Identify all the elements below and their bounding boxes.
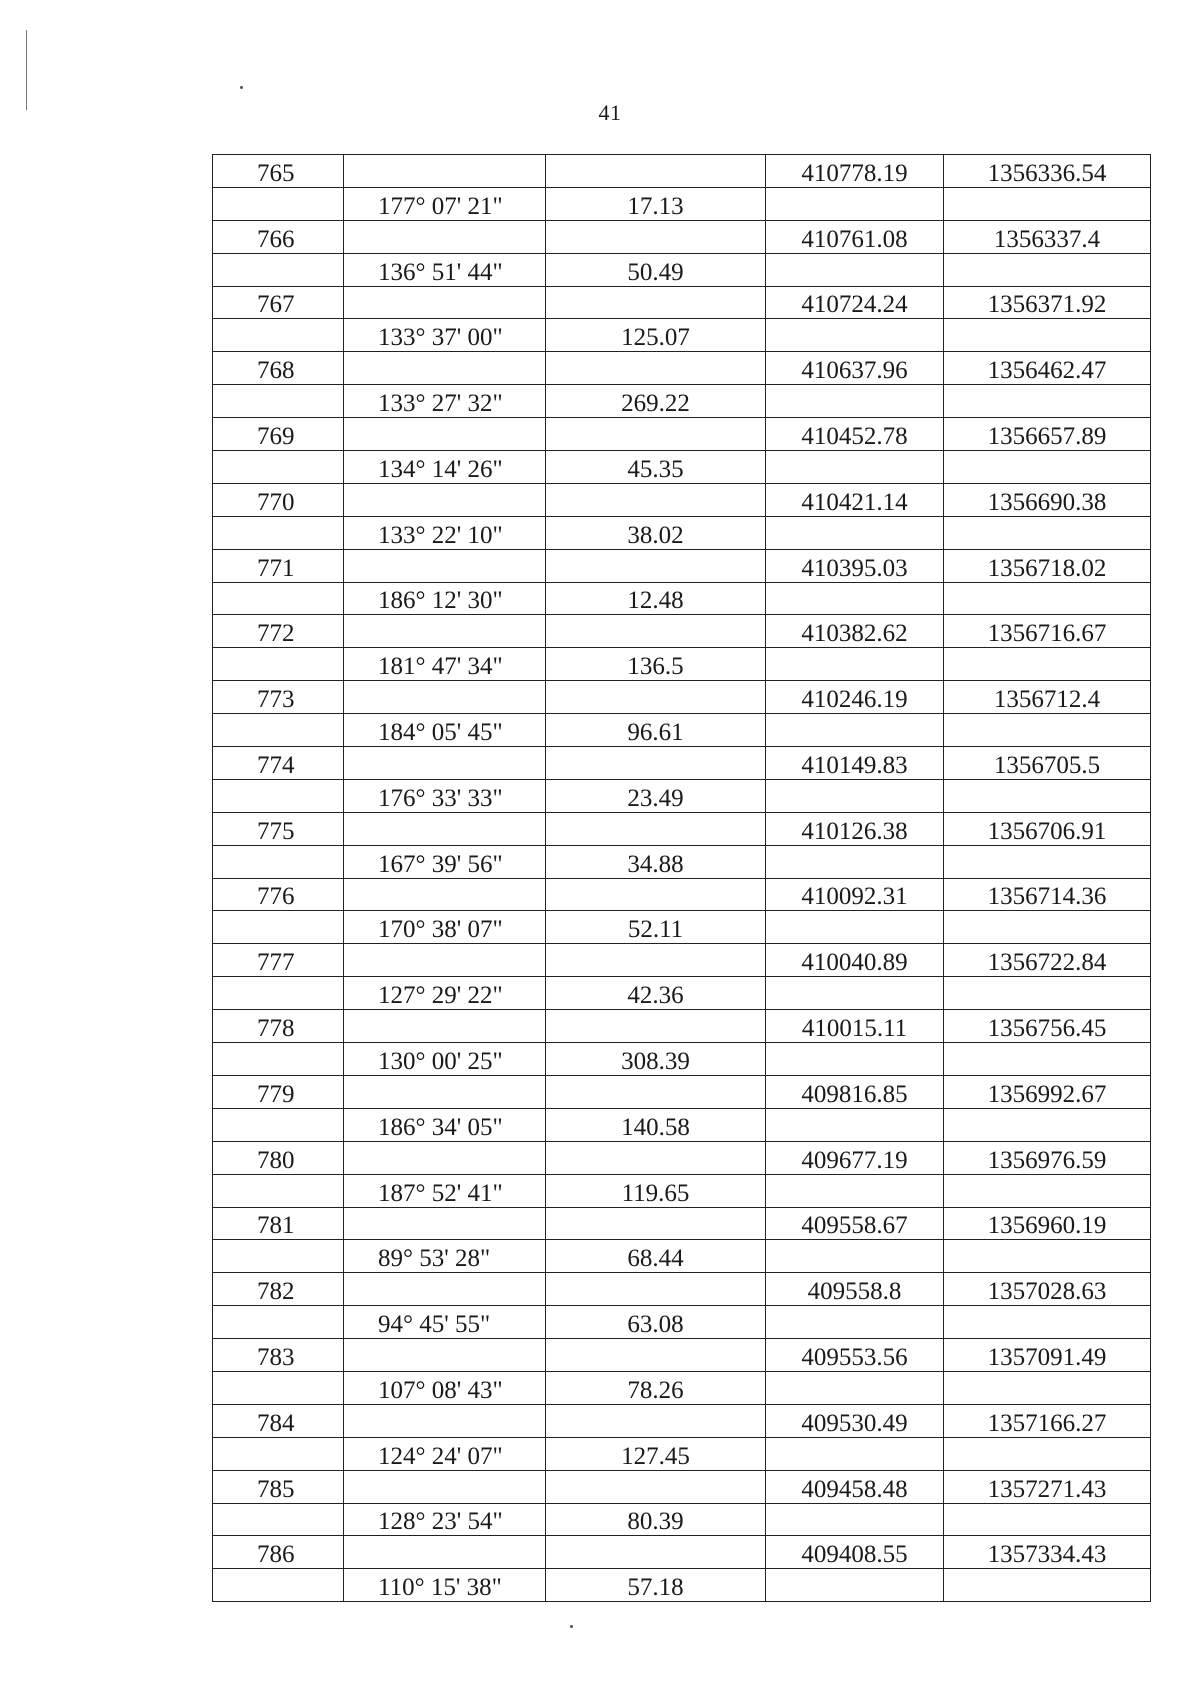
bearing-cell: 177° 07' 21" [344, 187, 546, 220]
table-row-leg [213, 648, 1151, 681]
easting-cell: 1356712.4 [944, 681, 1151, 714]
distance-cell: 63.08 [546, 1306, 766, 1339]
station-cell [213, 1043, 344, 1076]
easting-cell [944, 1503, 1151, 1536]
station-cell: 784 [213, 1404, 344, 1437]
northing-cell: 410761.08 [766, 220, 944, 253]
distance-cell: 78.26 [546, 1371, 766, 1404]
bearing-cell: 94° 45' 55" [344, 1306, 546, 1339]
northing-cell: 410149.83 [766, 747, 944, 780]
northing-cell [766, 1174, 944, 1207]
station-cell [213, 1108, 344, 1141]
table-row-point [213, 1404, 1151, 1437]
table-row-point [213, 155, 1151, 188]
station-cell [213, 385, 344, 418]
easting-cell: 1356462.47 [944, 352, 1151, 385]
distance-cell [546, 1141, 766, 1174]
station-cell: 782 [213, 1273, 344, 1306]
table-row-point [213, 944, 1151, 977]
northing-cell [766, 1437, 944, 1470]
table-row-point [213, 418, 1151, 451]
northing-cell: 410246.19 [766, 681, 944, 714]
easting-cell [944, 1108, 1151, 1141]
easting-cell [944, 319, 1151, 352]
table-row-leg [213, 1043, 1151, 1076]
bearing-cell [344, 286, 546, 319]
bearing-cell: 133° 37' 00" [344, 319, 546, 352]
table-row-point [213, 549, 1151, 582]
distance-cell [546, 220, 766, 253]
easting-cell: 1356690.38 [944, 483, 1151, 516]
distance-cell: 17.13 [546, 187, 766, 220]
table-row-point [213, 1141, 1151, 1174]
station-cell [213, 1569, 344, 1602]
easting-cell [944, 714, 1151, 747]
northing-cell: 410778.19 [766, 155, 944, 188]
northing-cell: 410092.31 [766, 878, 944, 911]
easting-cell [944, 977, 1151, 1010]
station-cell [213, 516, 344, 549]
station-cell [213, 911, 344, 944]
easting-cell [944, 1240, 1151, 1273]
distance-cell [546, 483, 766, 516]
easting-cell: 1356718.02 [944, 549, 1151, 582]
distance-cell: 80.39 [546, 1503, 766, 1536]
coordinate-table [212, 154, 1151, 1602]
easting-cell [944, 253, 1151, 286]
table-row-leg [213, 253, 1151, 286]
station-cell: 778 [213, 1010, 344, 1043]
distance-cell: 127.45 [546, 1437, 766, 1470]
bearing-cell [344, 1075, 546, 1108]
bearing-cell: 107° 08' 43" [344, 1371, 546, 1404]
table-row-point [213, 1075, 1151, 1108]
northing-cell: 410724.24 [766, 286, 944, 319]
station-cell: 776 [213, 878, 344, 911]
bearing-cell: 187° 52' 41" [344, 1174, 546, 1207]
station-cell: 767 [213, 286, 344, 319]
table-row-leg [213, 1437, 1151, 1470]
distance-cell: 42.36 [546, 977, 766, 1010]
station-cell: 772 [213, 615, 344, 648]
bearing-cell [344, 155, 546, 188]
bearing-cell: 186° 12' 30" [344, 582, 546, 615]
distance-cell: 125.07 [546, 319, 766, 352]
table-row-point [213, 878, 1151, 911]
bearing-cell: 130° 00' 25" [344, 1043, 546, 1076]
distance-cell [546, 944, 766, 977]
easting-cell [944, 187, 1151, 220]
northing-cell [766, 1306, 944, 1339]
station-cell: 773 [213, 681, 344, 714]
station-cell [213, 582, 344, 615]
distance-cell: 68.44 [546, 1240, 766, 1273]
northing-cell: 409558.8 [766, 1273, 944, 1306]
station-cell: 785 [213, 1470, 344, 1503]
scan-speck [570, 1625, 573, 1628]
station-cell: 786 [213, 1536, 344, 1569]
distance-cell: 52.11 [546, 911, 766, 944]
distance-cell: 57.18 [546, 1569, 766, 1602]
table-row-point [213, 352, 1151, 385]
station-cell [213, 1174, 344, 1207]
northing-cell [766, 714, 944, 747]
easting-cell [944, 1371, 1151, 1404]
bearing-cell [344, 1404, 546, 1437]
table-row-leg [213, 1503, 1151, 1536]
easting-cell: 1357166.27 [944, 1404, 1151, 1437]
bearing-cell: 136° 51' 44" [344, 253, 546, 286]
table-row-point [213, 615, 1151, 648]
easting-cell: 1356976.59 [944, 1141, 1151, 1174]
bearing-cell [344, 1207, 546, 1240]
easting-cell: 1357091.49 [944, 1339, 1151, 1372]
distance-cell [546, 352, 766, 385]
easting-cell: 1356960.19 [944, 1207, 1151, 1240]
distance-cell [546, 286, 766, 319]
bearing-cell: 89° 53' 28" [344, 1240, 546, 1273]
bearing-cell [344, 1141, 546, 1174]
northing-cell: 409553.56 [766, 1339, 944, 1372]
table-row-leg [213, 977, 1151, 1010]
easting-cell [944, 1569, 1151, 1602]
station-cell [213, 779, 344, 812]
distance-cell [546, 1536, 766, 1569]
table-row-point [213, 1339, 1151, 1372]
distance-cell [546, 1207, 766, 1240]
northing-cell: 409677.19 [766, 1141, 944, 1174]
northing-cell: 410421.14 [766, 483, 944, 516]
distance-cell [546, 1273, 766, 1306]
station-cell: 769 [213, 418, 344, 451]
station-cell [213, 1240, 344, 1273]
table-row-leg [213, 714, 1151, 747]
distance-cell: 23.49 [546, 779, 766, 812]
table-row-point [213, 1536, 1151, 1569]
table-row-point [213, 1207, 1151, 1240]
northing-cell: 409558.67 [766, 1207, 944, 1240]
bearing-cell [344, 747, 546, 780]
northing-cell [766, 187, 944, 220]
easting-cell: 1356722.84 [944, 944, 1151, 977]
easting-cell: 1356705.5 [944, 747, 1151, 780]
bearing-cell: 184° 05' 45" [344, 714, 546, 747]
table-row-point [213, 1273, 1151, 1306]
northing-cell [766, 253, 944, 286]
station-cell [213, 253, 344, 286]
bearing-cell [344, 1470, 546, 1503]
bearing-cell: 127° 29' 22" [344, 977, 546, 1010]
northing-cell: 410452.78 [766, 418, 944, 451]
easting-cell: 1356714.36 [944, 878, 1151, 911]
distance-cell [546, 615, 766, 648]
station-cell: 774 [213, 747, 344, 780]
bearing-cell: 176° 33' 33" [344, 779, 546, 812]
easting-cell [944, 451, 1151, 484]
table-row-leg [213, 516, 1151, 549]
bearing-cell [344, 615, 546, 648]
bearing-cell [344, 352, 546, 385]
station-cell [213, 714, 344, 747]
easting-cell: 1356371.92 [944, 286, 1151, 319]
distance-cell: 119.65 [546, 1174, 766, 1207]
table-row-leg [213, 319, 1151, 352]
distance-cell: 45.35 [546, 451, 766, 484]
distance-cell [546, 681, 766, 714]
easting-cell [944, 648, 1151, 681]
page-number: 41 [598, 100, 622, 125]
station-cell: 770 [213, 483, 344, 516]
easting-cell [944, 1174, 1151, 1207]
easting-cell [944, 1043, 1151, 1076]
easting-cell: 1357028.63 [944, 1273, 1151, 1306]
station-cell [213, 1503, 344, 1536]
table-row-point [213, 747, 1151, 780]
easting-cell: 1357271.43 [944, 1470, 1151, 1503]
northing-cell [766, 582, 944, 615]
easting-cell [944, 385, 1151, 418]
table-row-leg [213, 1569, 1151, 1602]
table-row-point [213, 286, 1151, 319]
station-cell: 775 [213, 812, 344, 845]
distance-cell: 269.22 [546, 385, 766, 418]
table-row-leg [213, 911, 1151, 944]
table-row-leg [213, 1240, 1151, 1273]
northing-cell: 410015.11 [766, 1010, 944, 1043]
bearing-cell: 133° 22' 10" [344, 516, 546, 549]
easting-cell: 1356992.67 [944, 1075, 1151, 1108]
northing-cell [766, 1108, 944, 1141]
easting-cell [944, 1437, 1151, 1470]
station-cell [213, 187, 344, 220]
table-row-point [213, 483, 1151, 516]
table-row-leg [213, 385, 1151, 418]
northing-cell [766, 845, 944, 878]
easting-cell [944, 1306, 1151, 1339]
bearing-cell: 170° 38' 07" [344, 911, 546, 944]
bearing-cell: 110° 15' 38" [344, 1569, 546, 1602]
bearing-cell [344, 220, 546, 253]
distance-cell [546, 1470, 766, 1503]
northing-cell: 410126.38 [766, 812, 944, 845]
table-row-leg [213, 845, 1151, 878]
distance-cell [546, 1404, 766, 1437]
easting-cell: 1356706.91 [944, 812, 1151, 845]
easting-cell: 1356716.67 [944, 615, 1151, 648]
northing-cell: 409816.85 [766, 1075, 944, 1108]
northing-cell [766, 1240, 944, 1273]
station-cell: 771 [213, 549, 344, 582]
easting-cell: 1357334.43 [944, 1536, 1151, 1569]
station-cell [213, 1371, 344, 1404]
northing-cell [766, 319, 944, 352]
distance-cell [546, 878, 766, 911]
easting-cell: 1356337.4 [944, 220, 1151, 253]
distance-cell: 136.5 [546, 648, 766, 681]
easting-cell [944, 779, 1151, 812]
distance-cell [546, 418, 766, 451]
scan-speck [240, 86, 243, 89]
bearing-cell: 134° 14' 26" [344, 451, 546, 484]
bearing-cell: 167° 39' 56" [344, 845, 546, 878]
bearing-cell [344, 681, 546, 714]
distance-cell [546, 1010, 766, 1043]
distance-cell: 140.58 [546, 1108, 766, 1141]
table-row-leg [213, 187, 1151, 220]
table-row-leg [213, 779, 1151, 812]
bearing-cell: 181° 47' 34" [344, 648, 546, 681]
station-cell [213, 319, 344, 352]
northing-cell: 409458.48 [766, 1470, 944, 1503]
northing-cell [766, 1503, 944, 1536]
northing-cell: 409408.55 [766, 1536, 944, 1569]
table-row-leg [213, 1306, 1151, 1339]
easting-cell: 1356336.54 [944, 155, 1151, 188]
northing-cell [766, 516, 944, 549]
table-row-point [213, 1010, 1151, 1043]
distance-cell [546, 1339, 766, 1372]
bearing-cell [344, 1339, 546, 1372]
station-cell [213, 648, 344, 681]
distance-cell: 12.48 [546, 582, 766, 615]
northing-cell [766, 385, 944, 418]
northing-cell: 409530.49 [766, 1404, 944, 1437]
station-cell: 768 [213, 352, 344, 385]
easting-cell [944, 845, 1151, 878]
distance-cell [546, 747, 766, 780]
distance-cell [546, 549, 766, 582]
table-row-point [213, 220, 1151, 253]
table-row-leg [213, 451, 1151, 484]
northing-cell [766, 648, 944, 681]
bearing-cell [344, 812, 546, 845]
northing-cell [766, 451, 944, 484]
distance-cell [546, 155, 766, 188]
distance-cell: 308.39 [546, 1043, 766, 1076]
station-cell: 781 [213, 1207, 344, 1240]
northing-cell: 410382.62 [766, 615, 944, 648]
table-row-point [213, 681, 1151, 714]
northing-cell [766, 779, 944, 812]
station-cell: 765 [213, 155, 344, 188]
station-cell [213, 1437, 344, 1470]
scan-edge-mark [26, 30, 27, 110]
table-row-leg [213, 1371, 1151, 1404]
distance-cell [546, 812, 766, 845]
easting-cell [944, 911, 1151, 944]
table-row-leg [213, 582, 1151, 615]
distance-cell [546, 1075, 766, 1108]
bearing-cell [344, 878, 546, 911]
easting-cell: 1356756.45 [944, 1010, 1151, 1043]
northing-cell: 410040.89 [766, 944, 944, 977]
easting-cell: 1356657.89 [944, 418, 1151, 451]
station-cell: 779 [213, 1075, 344, 1108]
northing-cell: 410637.96 [766, 352, 944, 385]
distance-cell: 50.49 [546, 253, 766, 286]
station-cell [213, 451, 344, 484]
station-cell: 766 [213, 220, 344, 253]
easting-cell [944, 516, 1151, 549]
northing-cell: 410395.03 [766, 549, 944, 582]
table-row-point [213, 812, 1151, 845]
easting-cell [944, 582, 1151, 615]
northing-cell [766, 911, 944, 944]
distance-cell: 38.02 [546, 516, 766, 549]
station-cell: 783 [213, 1339, 344, 1372]
station-cell [213, 977, 344, 1010]
bearing-cell: 128° 23' 54" [344, 1503, 546, 1536]
bearing-cell [344, 1273, 546, 1306]
bearing-cell: 186° 34' 05" [344, 1108, 546, 1141]
northing-cell [766, 1043, 944, 1076]
bearing-cell: 124° 24' 07" [344, 1437, 546, 1470]
distance-cell: 34.88 [546, 845, 766, 878]
table-row-leg [213, 1108, 1151, 1141]
coordinate-table-body [213, 155, 1151, 1602]
distance-cell: 96.61 [546, 714, 766, 747]
bearing-cell [344, 944, 546, 977]
bearing-cell [344, 483, 546, 516]
bearing-cell [344, 1010, 546, 1043]
station-cell: 780 [213, 1141, 344, 1174]
bearing-cell [344, 1536, 546, 1569]
table-row-leg [213, 1174, 1151, 1207]
northing-cell [766, 977, 944, 1010]
station-cell [213, 845, 344, 878]
bearing-cell [344, 549, 546, 582]
bearing-cell [344, 418, 546, 451]
station-cell [213, 1306, 344, 1339]
northing-cell [766, 1371, 944, 1404]
table-row-point [213, 1470, 1151, 1503]
station-cell: 777 [213, 944, 344, 977]
northing-cell [766, 1569, 944, 1602]
bearing-cell: 133° 27' 32" [344, 385, 546, 418]
